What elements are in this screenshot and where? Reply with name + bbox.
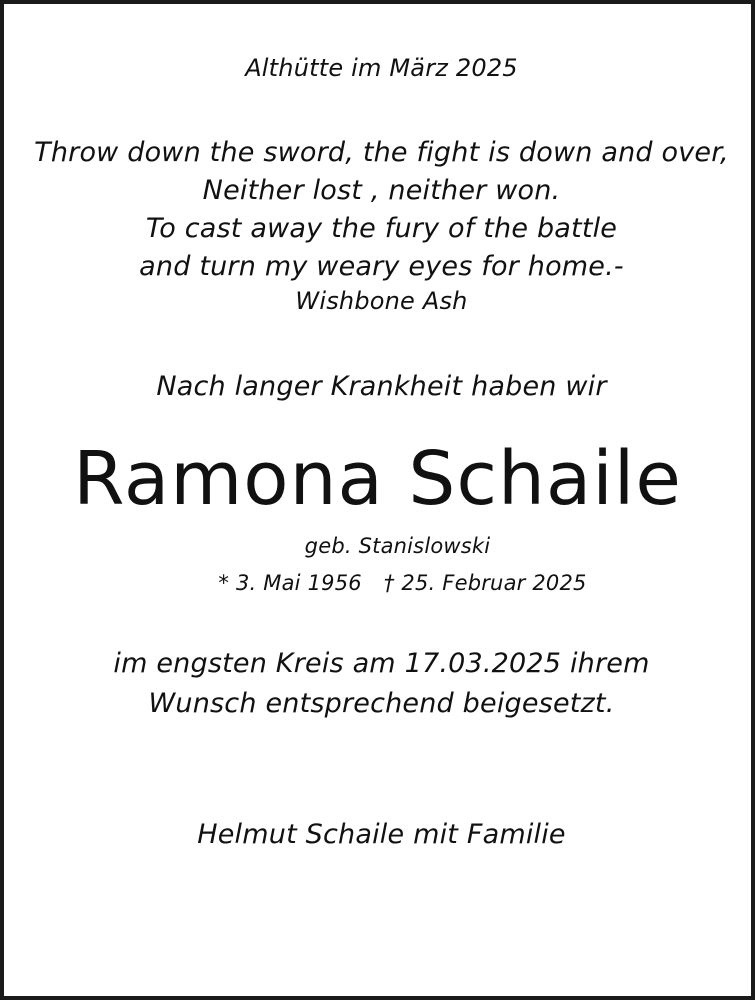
burial-text (4, 644, 755, 724)
birth-date: * 3. Mai 1956 (218, 571, 362, 595)
poem-line: Neither lost , neither won. (202, 175, 561, 206)
place-date: Althütte im März 2025 (245, 54, 518, 82)
poem-line: Throw down the sword, the fight is down and over, (34, 137, 729, 168)
poem-quote (4, 134, 755, 316)
burial-line: Wunsch entsprechend beigesetzt. (148, 688, 615, 719)
burial-line: im engsten Kreis am 17.03.2025 ihrem (113, 648, 650, 679)
intro-text: Nach langer Krankheit haben wir (156, 371, 607, 402)
maiden-name: geb. Stanislowski (304, 534, 491, 558)
poem-line: To cast away the fury of the battle (145, 213, 618, 244)
life-dates (25, 571, 755, 595)
poem-author: Wishbone Ash (295, 287, 468, 315)
poem-line: and turn my weary eyes for home.- (139, 251, 624, 282)
deceased-name: Ramona Schaile (73, 436, 682, 522)
death-date: † 25. Februar 2025 (383, 571, 587, 595)
signature: Helmut Schaile mit Familie (197, 819, 566, 850)
